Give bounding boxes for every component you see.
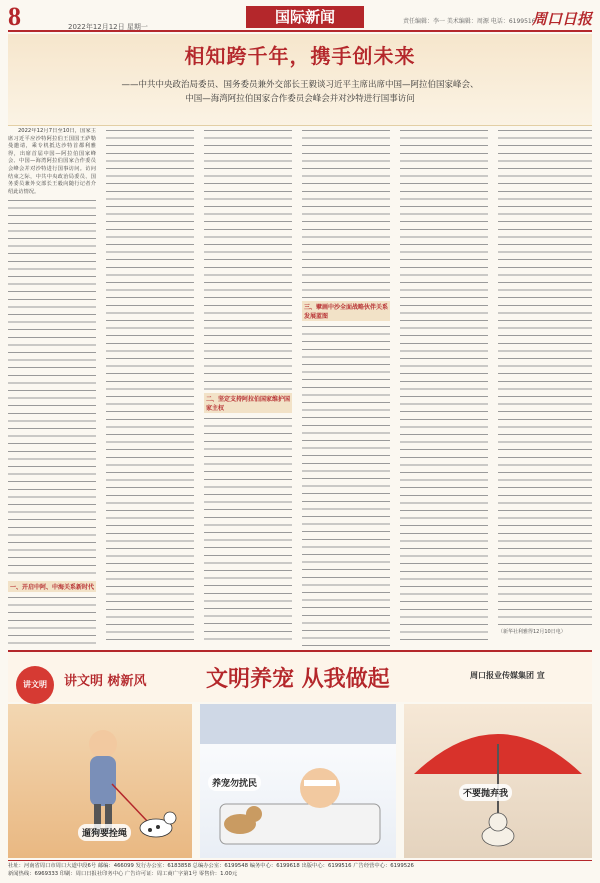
section-heading-2: 二、坚定支持阿拉伯国家维护国家主权	[204, 393, 292, 413]
public-service-ads	[8, 650, 592, 858]
ad-no-disturb	[200, 704, 396, 858]
ad-label-2: 养宠勿扰民	[208, 774, 261, 791]
ads-header	[8, 652, 592, 702]
body-text-block	[400, 128, 488, 646]
section-heading-3: 三、擘画中沙全面战略伙伴关系发展蓝图	[302, 301, 390, 321]
body-text-block	[498, 128, 592, 628]
body-text-block	[106, 128, 194, 646]
column-1	[8, 128, 96, 646]
slogan-main: 文明养宠 从我做起	[206, 667, 390, 692]
body-text-block	[204, 128, 292, 390]
column-2	[106, 128, 194, 646]
newspaper-logo: 周口日报	[531, 10, 592, 28]
page-number: 8	[8, 2, 21, 31]
column-4	[302, 128, 390, 646]
slogan-left: 讲文明 树新风	[64, 674, 147, 689]
ad-label-1: 遛狗要拴绳	[78, 824, 131, 841]
editor-credits: 责任编辑：李一 美术编辑：周源 电话：6199516	[403, 18, 536, 25]
issue-date: 2022年12月12日 星期一	[68, 23, 148, 31]
section-heading-1: 一、开启中阿、中海关系新时代	[8, 581, 96, 592]
lead-paragraph: 2022年12月7日至10日，国家主席习近平应沙特阿拉伯王国国王萨勒曼邀请，乘专机抵达沙特首都利雅得，出席首届中国—阿拉伯国家峰会、中国—海湾阿拉伯国家合作委员会峰会并对沙特进行国事访问。访问结束之际，中共中央政治局委员、国务委员兼外交部长王毅向随行记者介绍此访情况。	[8, 128, 96, 195]
headline-band	[8, 34, 592, 126]
column-6	[498, 128, 592, 646]
umbrella-cat-illustration	[404, 704, 592, 858]
body-text-block	[8, 595, 96, 646]
page-footer	[8, 860, 592, 880]
section-title: 国际新闻	[246, 6, 364, 28]
column-5	[400, 128, 488, 646]
page-header	[8, 2, 592, 32]
ad-label-3: 不要抛弃我	[459, 784, 512, 801]
body-text-block	[302, 128, 390, 298]
article-credit: （新华社利雅得12月10日电）	[498, 629, 566, 635]
subheadline-line-1: ——中共中央政治局委员、国务委员兼外交部长王毅谈习近平主席出席中国—阿拉伯国家峰会、	[121, 80, 479, 90]
subheadline-line-2: 中国—海湾阿拉伯国家合作委员会峰会并对沙特进行国事访问	[185, 94, 415, 104]
body-text-block	[302, 324, 390, 646]
footer-line-2: 新闻热线：6969333 印刷：周口日报社印务中心 广告许可证：周工商广字第1号 零售价：1.00元	[8, 871, 238, 877]
column-3	[204, 128, 292, 646]
ad-dog-leash	[8, 704, 192, 858]
article-body	[8, 128, 592, 646]
footer-line-1: 社址：河南省周口市周口大道中段6号 邮编：466099 发行办公室：6183858 总编办公室：6199548 编务中心：6199618 出版中心：6199516 广告经营中心：6199526	[8, 863, 414, 869]
body-text-block	[204, 416, 292, 646]
headline: 相知跨千年，携手创未来	[184, 44, 416, 68]
ad-no-abandon	[404, 704, 592, 858]
civility-badge: 讲文明	[16, 666, 54, 704]
publisher-credit: 周口报业传媒集团 宣	[470, 671, 545, 680]
body-text-block	[8, 198, 96, 578]
